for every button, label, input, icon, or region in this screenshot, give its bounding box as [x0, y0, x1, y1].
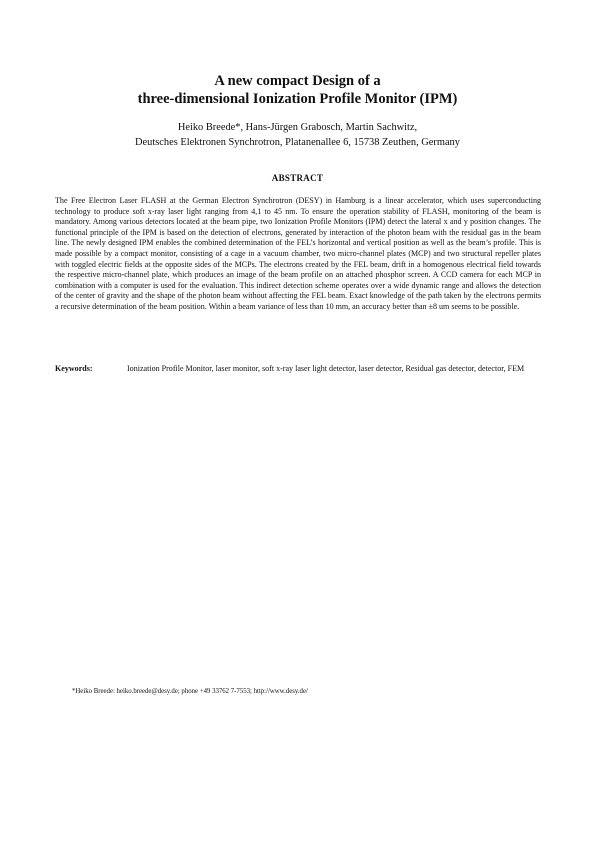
abstract-heading: ABSTRACT — [271, 173, 324, 183]
paper-title — [40, 72, 555, 108]
footnote: *Heiko Breede: heiko.breede@desy.de; phone +49 33762 7-7553; http://www.desy.de/ — [72, 688, 308, 695]
keywords-text: Ionization Profile Monitor, laser monitor, soft x-ray laser light detector, laser detector, Residual gas detector, detector, FEM — [127, 364, 525, 373]
author-affiliation: Deutsches Elektronen Synchrotron, Platanenallee 6, 15738 Zeuthen, Germany — [135, 137, 460, 148]
abstract-text: The Free Electron Laser FLASH at the German Electron Synchrotron (DESY) in Hamburg is a linear accelerator, which uses superconducting technology to produce soft x-ray laser light ranging from 4,1 to 45 nm. To ensure the operation stability of FLASH, monitoring of the beam is mandatory. Among various detectors located at the beam pipe, two Ionization Profile Monitors (IPM) detect the lateral x and y position changes. The functional principle of the IPM is based on the detection of electrons, generated by interaction of the photon beam with the residual gas in the beam line. The newly designed IPM enables the combined determination of the FEL’s horizontal and vertical position as well as the beam’s profile. This is made possible by a compact monitor, consisting of a cage in a vacuum chamber, two micro-channel plates (MCP) and two structural repeller plates with toggled electric fields at the opposite sides of the MCPs. The electrons created by the FEL beam, drift in a homogenous electrical field towards the respective micro-channel plate, which produces an image of the beam profile on an attached phosphor screen. A CCD camera for each MCP in combination with a computer is used for the evaluation. This indirect detection scheme operates over a wide dynamic range and allows the detection of the center of gravity and the shape of the photon beam without affecting the FEL beam. Exact knowledge of the path taken by the electrons permits a recursive determination of the beam position. Within a beam variance of less than 10 mm, an accuracy better than ±8 um seems to be possible. — [55, 196, 541, 311]
keywords-label: Keywords: — [55, 364, 93, 373]
author-names: Heiko Breede*, Hans-Jürgen Grabosch, Martin Sachwitz, — [177, 122, 418, 133]
title-line-2: three-dimensional Ionization Profile Monitor (IPM) — [137, 91, 458, 107]
author-block — [40, 120, 555, 150]
keywords-section — [55, 364, 541, 375]
title-line-1: A new compact Design of a — [214, 73, 381, 89]
